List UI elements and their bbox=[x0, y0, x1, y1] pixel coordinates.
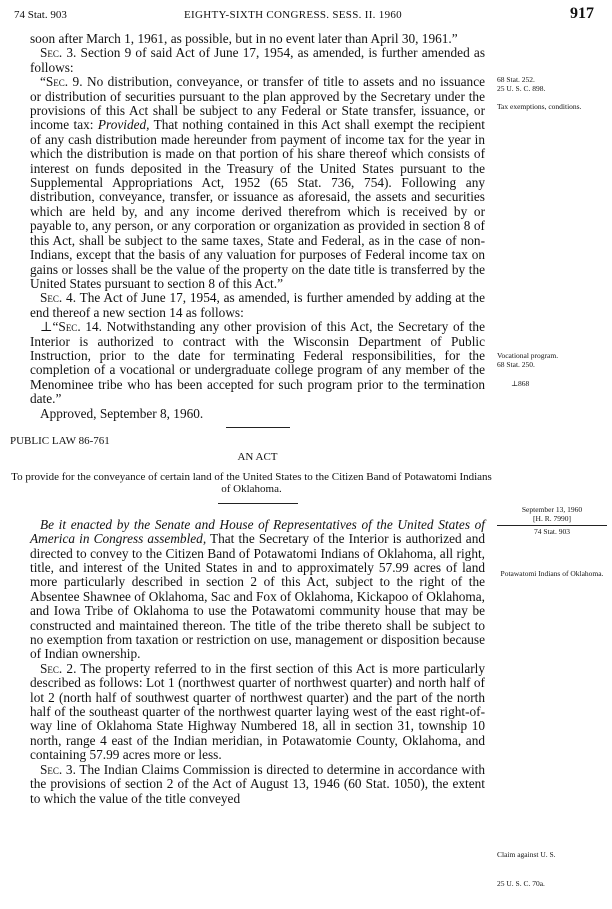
margin-note-potawatomi: Potawatomi Indians of Oklahoma. bbox=[500, 569, 604, 578]
act-title: To provide for the conveyance of certain land of the United States to the Citizen Band of Potawatomi Indians of Oklahoma. bbox=[11, 470, 492, 495]
enactment-date: September 13, 1960 bbox=[521, 505, 583, 514]
section-3-claims-commission: Sec. 3. The Indian Claims Commission is directed to determine in accordance with the provisions of section 2 of the Act of August 13, 1946 (60 Stat. 1050), the extent to which the value of the title conveyed bbox=[30, 761, 485, 806]
enacting-clause: Be it enacted by the Senate and House of Representatives of the United States of America in Congress assembled, That the Secretary of the Interior is authorized and directed to convey to the Citizen Band of Potawatomi Indians of Oklahoma, all right, title, and interest of the United States in and to approximately 57.99 acres of land more particularly described in section 2 of this Act, subject to the right of the Absentee Shawnee of Oklahoma, Sac and Fox of Oklahoma, Kickapoo of Oklahoma, and Iowa Tribe of Oklahoma to use the Potawatomi community house that may be constructed and maintained thereon. The title of the tribe thereto shall be subject to no exemption from taxation or restriction on use, management or disposition because of Indian ownership. bbox=[30, 516, 485, 662]
margin-note-claim: Claim against U. S. bbox=[497, 850, 556, 859]
bill-number: [H. R. 7990] bbox=[533, 513, 571, 523]
margin-note-vocational-program: Vocational program. 68 Stat. 250. bbox=[497, 351, 559, 369]
paragraph-continuation: soon after March 1, 1961, as possible, but in no event later than April 30, 1961.” bbox=[30, 31, 458, 46]
header-congress-session: EIGHTY-SIXTH CONGRESS. SESS. II. 1960 bbox=[184, 9, 402, 21]
margin-note-usc: 25 U. S. C. 70a. bbox=[497, 879, 545, 888]
margin-note-stat-ref: 68 Stat. 252. 25 U. S. C. 898. bbox=[497, 75, 546, 93]
section-9-text: “Sec. 9. No distribution, conveyance, or transfer of title to assets and no issuance or distribution of securities pursuant to the plan approved by the Secretary under the provisions of this Act shall be subject to any Federal or State transfer, issuance, or income tax: Provided, That nothing contained in this Act shall exempt the recipient of any cash distribution made hereunder from payment of income tax for the year in which the distribution is made on that portion of his share thereof which consists of interest on funds deposited in the Treasury of the United States pursuant to the Supplemental Appropriations Act, 1952 (65 Stat. 736, 754). Following any distribution, conveyance, transfer, or issuance as aforesaid, the assets and securities which are held by, and any income derived therefrom which is received by or payable to, any person, or any corporation or organization as provided in section 8 of this Act, shall be subject to the same taxes, State and Federal, as in the case of non-Indians, except that the basis of any valuation for purposes of Federal income tax on gains or losses shall be the value of the property on the date title is transferred by the United States pursuant to section 8 of this Act.” bbox=[30, 74, 486, 291]
title-divider-rule bbox=[218, 503, 298, 504]
margin-enactment-box bbox=[497, 506, 607, 537]
section-14-text: ⊥“Sec. 14. Notwithstanding any other provision of this Act, the Secretary of the Interior is authorized to contract with the Wisconsin Department of Public Instruction, prior to the date for terminating Federal responsibilities, for the completion of a vocational or undergraduate college program of any member of the Menominee tribe who has been accepted for such program prior to the termination date.” bbox=[30, 319, 485, 407]
public-law-number: PUBLIC LAW 86-761 bbox=[10, 434, 110, 447]
margin-box-rule bbox=[497, 525, 607, 526]
section-2-property-description: Sec. 2. The property referred to in the first section of this Act is more particularly described as follows: Lot 1 (northwest quarter of northwest quarter) and north half of lot 2 (north half of southwest quarter of northwest quarter) and the part of the north half of the southeast quarter of the northwest quarter laying west of the east right-of-way line of Oklahoma State Highway Numbered 18, all in section 31, township 10 north, range 4 east of the Indian meridian, in Potawatomie County, Oklahoma, and containing 57.99 acres more or less. bbox=[30, 660, 485, 763]
an-act-heading: AN ACT bbox=[237, 451, 278, 464]
approval-date: Approved, September 8, 1960. bbox=[40, 405, 204, 421]
page-number: 917 bbox=[570, 5, 594, 22]
section-3-amendment: Sec. 3. Section 9 of said Act of June 17, 1954, as amended, is further amended as follows: bbox=[30, 45, 485, 75]
divider-rule bbox=[226, 427, 290, 428]
section-4-amendment: Sec. 4. The Act of June 17, 1954, as amended, is further amended by adding at the end thereof a new section 14 as follows: bbox=[30, 290, 485, 320]
header-stat-reference: 74 Stat. 903 bbox=[14, 9, 67, 21]
margin-stat-reference: 74 Stat. 903 bbox=[533, 527, 571, 537]
margin-note-tax-exemptions: Tax exemptions, conditions. bbox=[497, 102, 582, 111]
margin-note-page-marker: ⊥868 bbox=[511, 379, 530, 388]
main-text-column bbox=[10, 31, 492, 806]
running-header bbox=[14, 5, 594, 24]
